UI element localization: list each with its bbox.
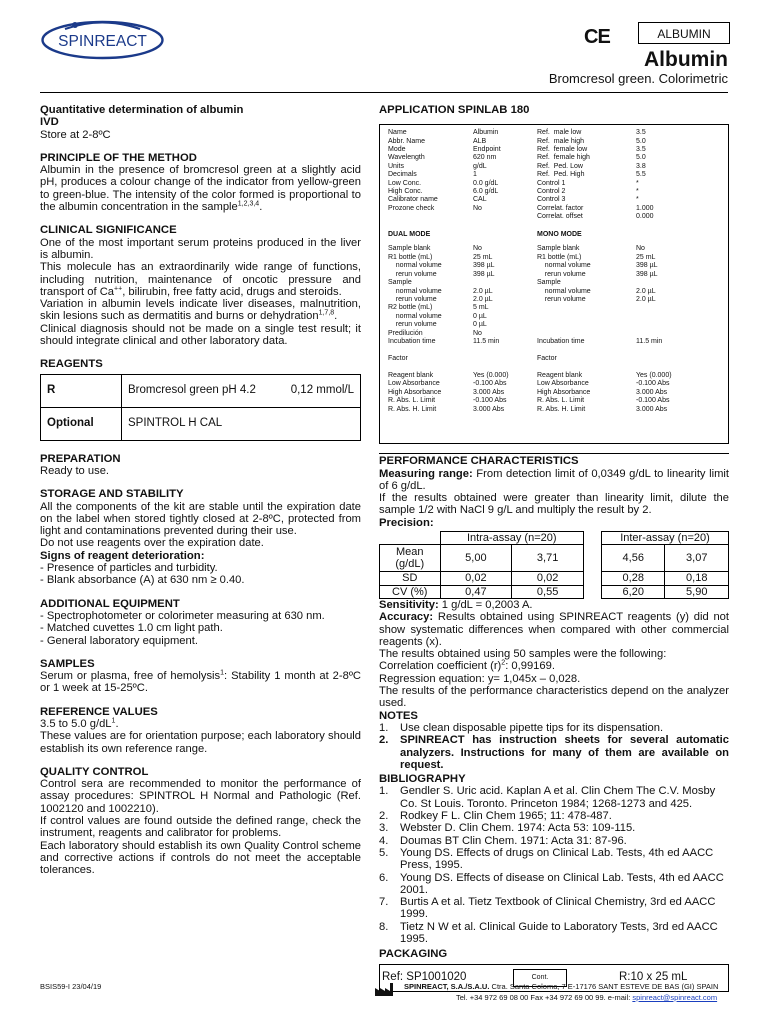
param-label: normal volume (388, 287, 442, 295)
param-value: 2.0 µL (473, 295, 493, 303)
packaging-ref: Ref: SP1001020 (382, 971, 467, 984)
param-label: Low Absorbance (537, 380, 589, 388)
table-row: 0,28 0,18 (602, 572, 729, 585)
param-value: No (473, 245, 482, 253)
param-label: R. Abs. L. Limit (388, 397, 436, 405)
clinical-text-2: This molecule has an extraordinarily wide range of functions, including nutrition, maintenance of oncotic pressure and transport of Ca++, bilirubin, free fatty acid, drugs and steroids. (40, 261, 361, 298)
param-value: Yes (0.000) (473, 372, 509, 380)
param-label: Control 2 (537, 188, 566, 196)
list-item: - General laboratory equipment. (40, 634, 198, 647)
param-value: 398 µL (473, 270, 495, 278)
bibliography-list (379, 785, 729, 945)
param-label: High Conc. (388, 188, 423, 196)
measuring-range-note: If the results obtained were greater than linearity limit, dilute the sample 1/2 with NaCl 9 g/L and multiply the result by 2. (379, 492, 729, 517)
accuracy-note-1: The results obtained using 50 samples were the following: (379, 648, 667, 661)
notes-list (379, 722, 729, 771)
list-item: - Presence of particles and turbidity. (40, 562, 218, 575)
param-label: Name (388, 129, 407, 137)
param-value: 3.000 Abs (636, 405, 668, 413)
param-label: rerun volume (537, 270, 586, 278)
samples-text: Serum or plasma, free of hemolysis$^1$: Stability 1 month at 2-8ºC or 1 week at 15-25ºC. (40, 669, 361, 695)
reference-text: These values are for orientation purpose; each laboratory should establish its own reference range. (40, 730, 361, 755)
param-label: Predilución (388, 329, 423, 337)
param-value: 0 µL (473, 312, 487, 320)
table-row: 4,56 3,07 (602, 545, 729, 572)
packaging-heading: PACKAGING (379, 948, 448, 961)
document-code: BSIS59-I 23/04/19 (40, 982, 102, 991)
list-item: 3. Webster D. Clin Chem. 1974: Acta 53: 109-115. (379, 822, 636, 835)
qc-heading: QUALITY CONTROL (40, 765, 149, 778)
list-item: 4. Doumas BT Clin Chem. 1971: Acta 31: 87-96. (379, 834, 627, 847)
dual-mode-heading: DUAL MODE (388, 231, 431, 239)
regression: Regression equation: y= 1,045x – 0,028. (379, 672, 581, 685)
param-label: rerun volume (388, 295, 437, 303)
param-label: rerun volume (388, 270, 437, 278)
table-row: CV (%) 0,47 0,55 (380, 585, 584, 598)
param-label: Sample (388, 279, 412, 287)
ce-mark: CE (584, 26, 610, 48)
param-label: R. Abs. L. Limit (537, 397, 585, 405)
samples-heading: SAMPLES (40, 657, 95, 670)
spinlab-parameters (379, 124, 729, 444)
param-value: 0.000 (636, 213, 654, 221)
application-heading: APPLICATION SPINLAB 180 (379, 104, 530, 116)
param-label: Ref. male high (537, 137, 585, 145)
param-value: 398 µL (473, 262, 495, 270)
param-value: 2.0 µL (473, 287, 493, 295)
clinical-text-3: Variation in albumin levels indicate liver diseases, malnutrition, skin lesions such as dermatitis and burns or dehydration$^{1,7,8}$. (40, 298, 361, 323)
param-label: Low Absorbance (388, 380, 440, 388)
param-label: R. Abs. H. Limit (388, 405, 437, 413)
table-row: Mean (g/dL) 5,00 3,71 (380, 545, 584, 572)
table-row: Optional SPINTROL H CAL (41, 407, 361, 440)
storage-note: Store at 2-8ºC (40, 128, 111, 141)
param-value: -0.100 Abs (636, 380, 670, 388)
table-row: R Bromcresol green pH 4.2 0,12 mmol/L (41, 374, 361, 407)
param-value: 3.000 Abs (473, 405, 505, 413)
param-label: Prozone check (388, 204, 435, 212)
list-item: 1. Use clean disposable pipette tips for its dispensation. (379, 721, 664, 734)
list-item: 2. SPINREACT has instruction sheets for several automatic analyzers. Instructions for many of them are available on request. (379, 734, 729, 771)
param-value: ALB (473, 137, 487, 145)
param-value: Albumin (473, 129, 499, 137)
param-value: * (636, 196, 639, 204)
param-value: 2.0 µL (636, 295, 656, 303)
intro-title: Quantitative determination of albumin (40, 104, 244, 116)
param-label: R1 bottle (mL) (388, 253, 433, 261)
param-label: Mode (388, 146, 406, 154)
storage-text-2: Do not use reagents over the expiration date. (40, 537, 264, 550)
param-value: CAL (473, 196, 487, 204)
list-item: - Matched cuvettes 1.0 cm light path. (40, 622, 223, 635)
company-address: SPINREACT, S.A./S.A.U. Ctra. Santa Coloma, 7 E-17176 SANT ESTEVE DE BAS (GI) SPAIN (404, 982, 719, 991)
param-value: 3.000 Abs (473, 388, 505, 396)
measuring-range: Measuring range: From detection limit of 0,0349 g/dL to linearity limit of 6 g/dL. (379, 467, 729, 492)
packaging-contents: R:10 x 25 mL (619, 971, 688, 984)
param-label: Control 1 (537, 179, 566, 187)
param-value: No (636, 245, 645, 253)
list-item: 5. Young DS. Effects of drugs on Clinical Lab. Tests, 4th ed AACC Press, 1995. (379, 846, 714, 872)
principle-heading: PRINCIPLE OF THE METHOD (40, 151, 197, 164)
principle-text: Albumin in the presence of bromcresol green at a slightly acid pH, produces a colour change of the indicator from yellow-green to green-blue. The intensity of the color formed is proportional to the albumin concentration in the sample$^{1,2,3,4}$. (40, 164, 361, 214)
param-label: rerun volume (537, 295, 586, 303)
param-label: Factor (537, 355, 557, 363)
right-column (379, 104, 729, 992)
param-label: normal volume (537, 287, 591, 295)
header-divider (40, 92, 728, 93)
param-label: R1 bottle (mL) (537, 253, 582, 261)
param-label: Incubation time (537, 338, 585, 346)
list-item: 6. Young DS. Effects of disease on Clinical Lab. Tests, 4th ed AACC 2001. (379, 871, 724, 896)
preparation-heading: PREPARATION (40, 452, 121, 465)
param-value: 1 (473, 171, 477, 179)
param-value: -0.100 Abs (636, 397, 670, 405)
param-value: 11.5 min (473, 338, 500, 346)
accuracy-note-2: The results of the performance characteristics depend on the analyzer used. (379, 685, 729, 710)
document-subtitle: Bromcresol green. Colorimetric (548, 71, 728, 86)
company-contact: Tel. +34 972 69 08 00 Fax +34 972 69 00 99. e-mail: spinreact@spinreact.com (456, 993, 718, 1002)
list-item: 7. Burtis A et al. Tietz Textbook of Clinical Chemistry, 3rd ed AACC 1999. (379, 896, 716, 921)
param-label: R2 bottle (mL) (388, 304, 433, 312)
param-value: 5 mL (473, 304, 489, 312)
signs-heading: Signs of reagent deterioration: (40, 549, 205, 562)
param-label: Ref. Ped. Low (537, 162, 583, 170)
email-link[interactable]: spinreact@spinreact.com (632, 993, 718, 1002)
param-label: Correlat. offset (537, 213, 583, 221)
param-label: Calibrator name (388, 196, 438, 204)
param-label: High Absorbance (537, 388, 591, 396)
param-label: Ref. female low (537, 146, 588, 154)
param-value: * (636, 179, 639, 187)
clinical-heading: CLINICAL SIGNIFICANCE (40, 224, 177, 237)
param-value: 11.5 min (636, 338, 663, 346)
param-value: 5.5 (636, 171, 646, 179)
param-value: 3.5 (636, 146, 646, 154)
param-label: Ref. male low (537, 129, 582, 137)
storage-text-1: All the components of the kit are stable until the expiration date on the label when stored tightly closed at 2-8ºC, protected from light and contaminations prevented during their use. (40, 500, 361, 538)
reference-value: 3.5 to 5.0 $g/dL^1$. (40, 717, 119, 730)
param-value: 0 µL (473, 321, 487, 329)
reagents-heading: REAGENTS (40, 358, 103, 371)
sensitivity: Sensitivity: 1 g/dL = 0,2003 A. (379, 598, 533, 611)
param-value: Endpoint (473, 146, 501, 154)
param-label: Sample blank (537, 245, 580, 253)
factory-icon (374, 981, 394, 997)
reagents-table (40, 374, 361, 441)
param-value: 398 µL (636, 270, 658, 278)
param-value: 1.000 (636, 204, 654, 212)
qc-text-2: If control values are found outside the defined range, check the instrument, reagents and calibrator for problems. (40, 815, 361, 840)
param-label: Reagent blank (388, 372, 434, 380)
param-value: 3.8 (636, 162, 646, 170)
storage-heading: STORAGE AND STABILITY (40, 488, 184, 501)
param-value: 3.000 Abs (636, 388, 668, 396)
param-value: 5.0 (636, 154, 646, 162)
list-item: 8. Tietz N W et al. Clinical Guide to Laboratory Tests, 3rd ed AACC 1995. (379, 920, 718, 945)
precision-tables (379, 531, 729, 599)
param-label: Ref. female high (537, 154, 590, 162)
param-value: 0.0 g/dL (473, 179, 499, 187)
list-item: 2. Rodkey F L. Clin Chem 1965; 11: 478-487. (379, 810, 612, 823)
param-value: -0.100 Abs (473, 397, 507, 405)
table-row: SD 0,02 0,02 (380, 572, 584, 585)
param-label: Wavelength (388, 154, 425, 162)
param-label: High Absorbance (388, 388, 442, 396)
list-item: - Spectrophotometer or colorimeter measuring at 630 nm. (40, 609, 325, 622)
param-value: 3.5 (636, 129, 646, 137)
spinreact-logo (40, 18, 165, 60)
equipment-heading: ADDITIONAL EQUIPMENT (40, 597, 180, 610)
param-label: Factor (388, 355, 408, 363)
param-value: 25 mL (636, 253, 656, 261)
param-value: No (473, 204, 482, 212)
param-value: g/dL (473, 162, 487, 170)
reference-heading: REFERENCE VALUES (40, 705, 158, 718)
param-label: Units (388, 162, 404, 170)
param-value: 25 mL (473, 253, 493, 261)
param-label: Ref. Ped. High (537, 171, 585, 179)
list-item: 1. Gendler S. Uric acid. Kaplan A et al. Clin Chem The C.V. Mosby Co. St Louis. Toronto. Princeton 1984; 1268-1273 and 425. (379, 785, 716, 810)
qc-text-3: Each laboratory should establish its own Quality Control scheme and corrective actions if controls do not meet the acceptable tolerances. (40, 839, 361, 877)
param-value: 2.0 µL (636, 287, 656, 295)
param-value: 6.0 g/dL (473, 188, 499, 196)
param-label: Decimals (388, 171, 417, 179)
accuracy: Accuracy: Results obtained using SPINREACT reagents (y) did not show systematic differences when compared with other commercial reagents (x). (379, 611, 729, 648)
param-label: normal volume (388, 262, 442, 270)
param-label: Reagent blank (537, 372, 583, 380)
precision-heading: Precision: (379, 516, 434, 529)
param-value: No (473, 329, 482, 337)
param-label: normal volume (537, 262, 591, 270)
param-label: normal volume (388, 312, 442, 320)
param-value: * (636, 188, 639, 196)
param-label: Sample blank (388, 245, 431, 253)
correlation: Correlation coefficient $(r)^2$: 0,99169. (379, 659, 555, 673)
qc-text-1: Control sera are recommended to monitor the performance of assay procedures: SPINTROL H Normal and Pathologic (Ref. 1002120 and 1002210). (40, 778, 361, 815)
notes-heading: NOTES (379, 709, 418, 722)
performance-heading: PERFORMANCE CHARACTERISTICS (379, 455, 579, 468)
param-label: Abbr. Name (388, 137, 425, 145)
param-label: Control 3 (537, 196, 566, 204)
param-value: 620 nm (473, 154, 497, 162)
bibliography-heading: BIBLIOGRAPHY (379, 773, 466, 786)
param-label: Correlat. factor (537, 204, 584, 212)
param-value: 398 µL (636, 262, 658, 270)
clinical-text-4: Clinical diagnosis should not be made on a single test result; it should integrate clinical and other laboratory data. (40, 322, 361, 348)
mono-mode-heading: MONO MODE (537, 231, 582, 239)
param-value: 5.0 (636, 137, 646, 145)
preparation-text: Ready to use. (40, 464, 110, 477)
param-value: -0.100 Abs (473, 380, 507, 388)
param-label: R. Abs. H. Limit (537, 405, 586, 413)
param-label: Low Conc. (388, 179, 422, 187)
param-label: Incubation time (388, 338, 436, 346)
table-row: 6,20 5,90 (602, 585, 729, 598)
product-badge: ALBUMIN (638, 22, 730, 44)
inter-assay-table: Inter-assay (n=20) 4,56 3,07 0,28 0,18 6,20 5,90 (601, 531, 729, 599)
param-label: Sample (537, 279, 561, 287)
clinical-text-1: One of the most important serum proteins produced in the liver is albumin. (40, 236, 361, 261)
ivd-label: IVD (40, 116, 59, 129)
svg-text:SPINREACT: SPINREACT (58, 33, 147, 50)
packaging-cont: Cont. (513, 969, 567, 987)
left-column (40, 104, 361, 877)
param-value: Yes (0.000) (636, 372, 672, 380)
param-label: rerun volume (388, 321, 437, 329)
list-item: - Blank absorbance (A) at 630 nm ≥ 0.40. (40, 574, 245, 587)
intra-assay-table: Intra-assay (n=20) Mean (g/dL) 5,00 3,71 SD 0,02 0,02 CV (%) 0,47 0,55 (379, 531, 584, 599)
document-title: Albumin (644, 48, 728, 71)
